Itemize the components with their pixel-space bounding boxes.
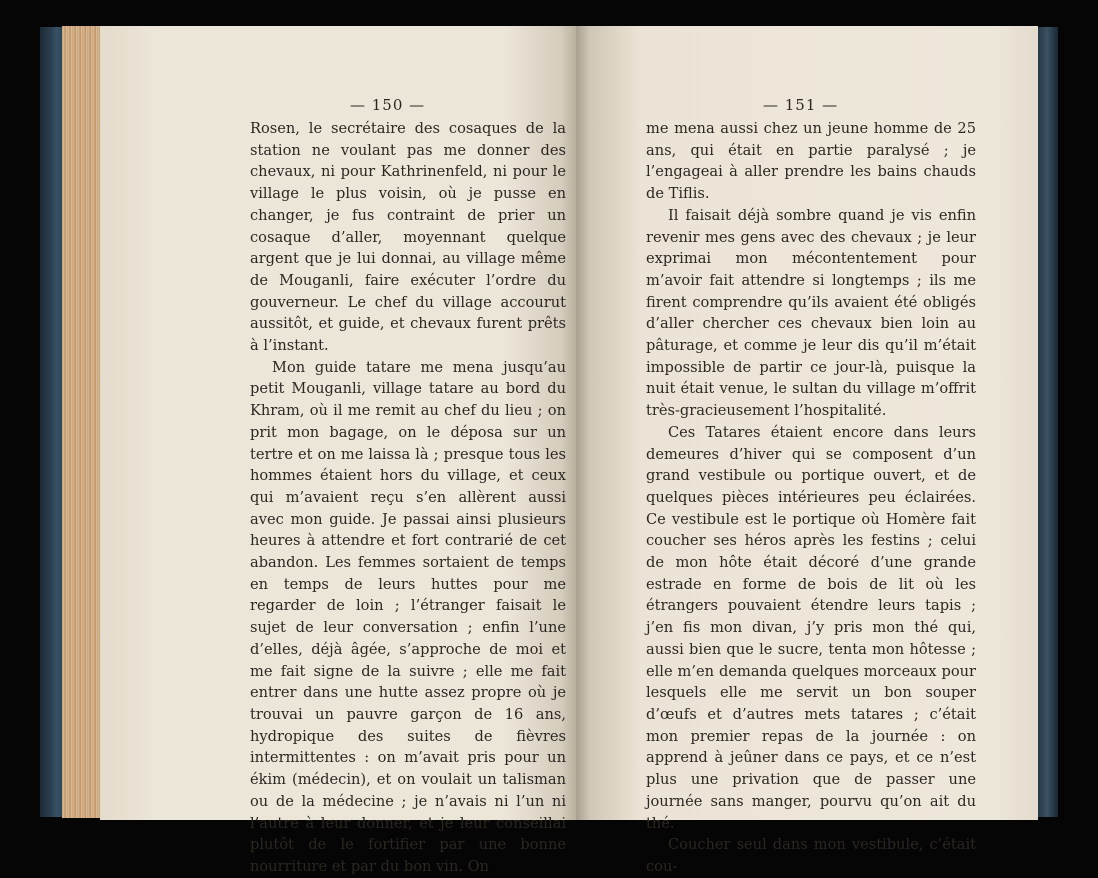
page-number-right: — 151 —	[763, 96, 839, 114]
paragraph: me mena aussi chez un jeune homme de 25 ans, qui était en partie paralysé ; je l’engageai à aller prendre les bains chauds de Tiflis.	[646, 120, 976, 203]
paragraph: Il faisait déjà sombre quand je vis enfin revenir mes gens avec des chevaux ; je leur exprimai mon mécontentement pour m’avoir fait attendre si longtemps ; ils me firent comprendre qu’ils avaient été obligés d’aller chercher ces chevaux bien loin au pâturage, et comme je leur dis qu’il m’était impossible de partir ce jour-là, puisque la nuit était venue, le sultan du village m’offrit très-gracieusement l’hospitalité.	[646, 206, 976, 420]
left-page-text	[250, 118, 566, 878]
right-page	[576, 26, 1038, 875]
page-number-left: — 150 —	[350, 96, 426, 114]
book-cover-right	[1036, 27, 1058, 817]
open-book	[40, 22, 1058, 875]
paragraph: Mon guide tatare me mena jusqu’au petit Mouganli, village tatare au bord du Khram, où il me remit au chef du lieu ; on prit mon bagage, on le déposa sur un tertre et on me laissa là ; presque tous les hommes étaient hors du village, et ceux qui m’avaient reçu s’en allèrent aussi avec mon guide. Je passai ainsi plusieurs heures à attendre et fort contrarié de cet abandon. Les femmes sortaient de temps en temps de leurs huttes pour me regarder de loin ; l’étranger faisait le sujet de leur conversation ; enfin l’une d’elles, déjà âgée, s’approche de moi et me fait signe de la suivre ; elle me fait entrer dans une hutte assez propre où je trouvai un pauvre garçon de 16 ans, hydropique des suites de fièvres intermittentes : on m’avait pris pour un ékim (médecin), et on voulait un talisman ou de la médecine ; je n’avais ni l’un ni l’autre à leur donner, et je leur conseillai plutôt de le fortifier par une bonne nourriture et par du bon vin. On	[250, 358, 566, 875]
paragraph: Ces Tatares étaient encore dans leurs demeures d’hiver qui se composent d’un grand vestibule ou portique ouvert, et de quelques pièces intérieures peu éclairées. Ce vestibule est le portique où Homère fait coucher ses héros après les festins ; celui de mon hôte était décoré d’une grande estrade en forme de bois de lit où les étrangers pouvaient étendre leurs tapis ; j’en fis mon divan, j’y pris mon thé qui, aussi bien que le sucre, tenta mon hôtesse ; elle m’en demanda quelques morceaux pour lesquels elle me servit un bon souper d’œufs et d’autres mets tatares ; c’était mon premier repas de la journée : on apprend à jeûner dans ce pays, et ce n’est plus une privation que de passer une journée sans manger, pourvu qu’on ait du thé.	[646, 423, 976, 832]
page-edges	[62, 26, 102, 818]
paragraph: Rosen, le secrétaire des cosaques de la station ne voulant pas me donner des chevaux, ni pour Kathrinenfeld, ni pour le village le plus voisin, où je pusse en changer, je fus contraint de prier un cosaque d’aller, moyennant quelque argent que je lui donnai, au village même de Mouganli, faire exécuter l’ordre du gouverneur. Le chef du village accourut aussitôt, et guide, et chevaux furent prêts à l’instant.	[250, 120, 566, 355]
paragraph: Coucher seul dans mon vestibule, c’était cou-	[646, 836, 976, 875]
left-page	[100, 26, 576, 875]
right-page-text	[646, 118, 976, 878]
